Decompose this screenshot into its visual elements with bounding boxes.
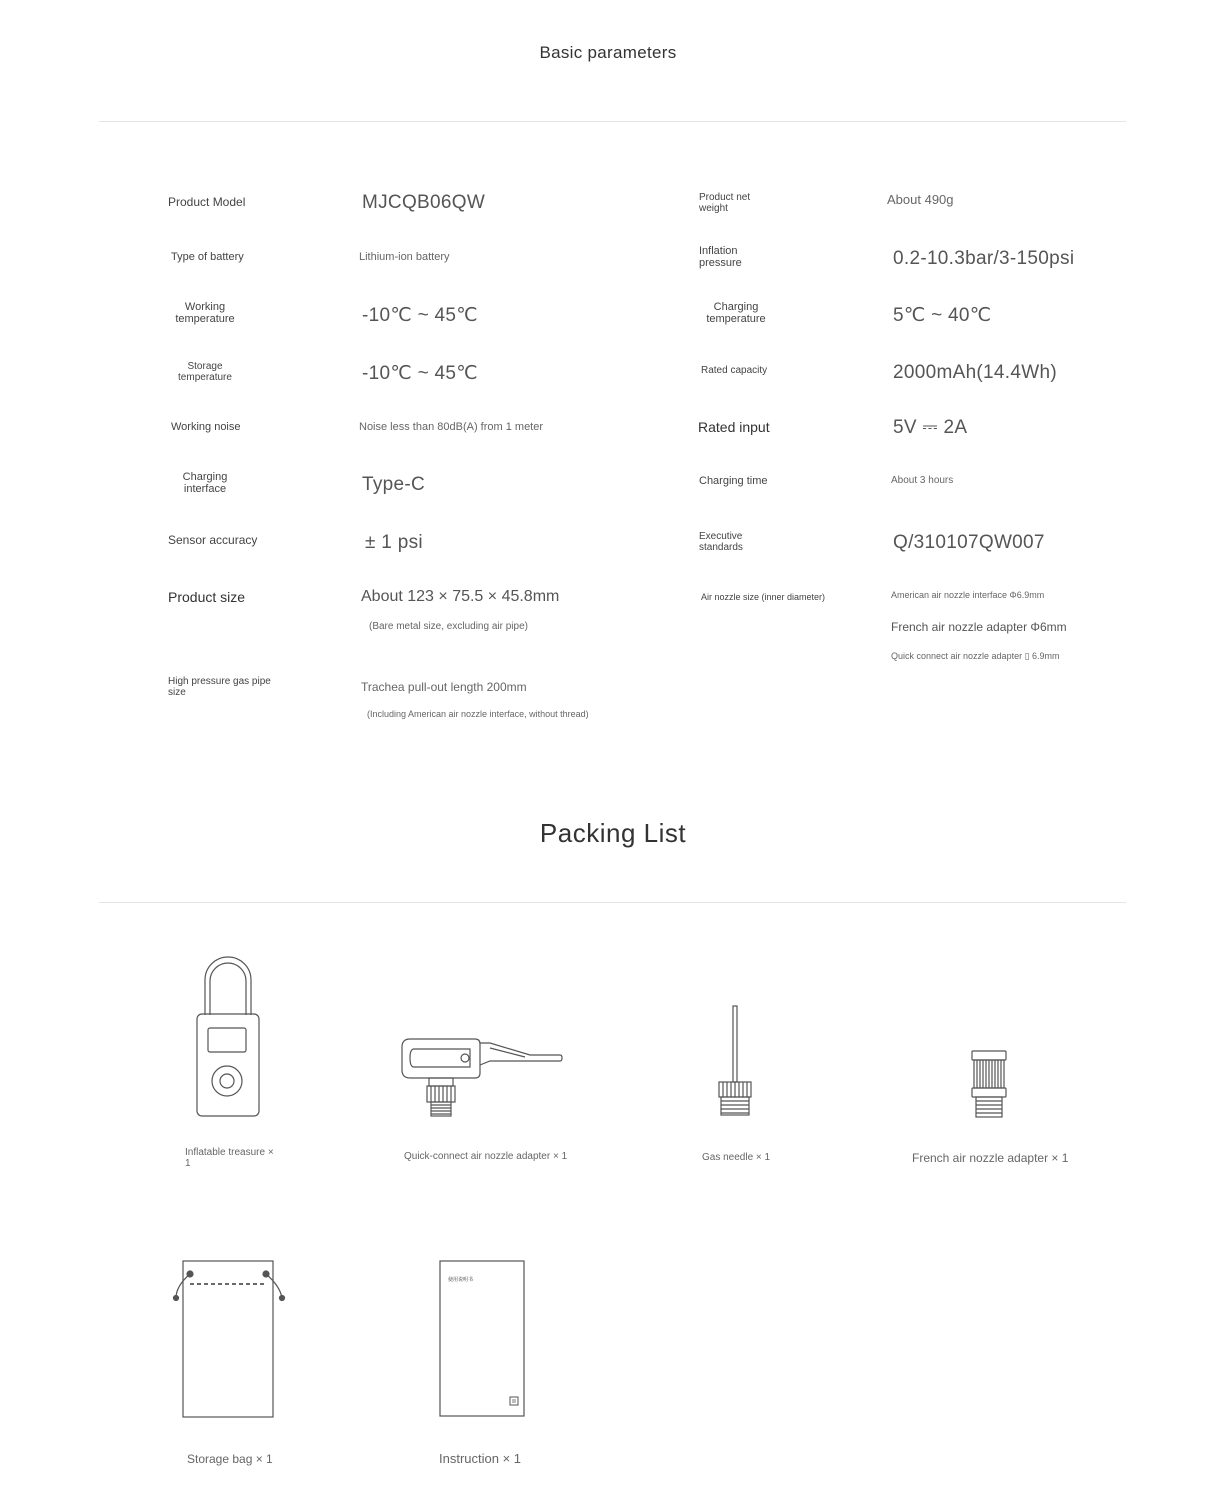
quick-connect-adapter-icon [400, 1035, 565, 1120]
manual-cover-text: 使用说明书 [448, 1277, 474, 1283]
param-value-working-noise: Noise less than 80dB(A) from 1 meter [359, 421, 544, 433]
param-label-sensor-accuracy: Sensor accuracy [168, 533, 258, 547]
param-value-charging-time: About 3 hours [891, 475, 954, 486]
param-label-inflation-pressure: Inflation pressure [699, 245, 742, 269]
param-value-product-model: MJCQB06QW [362, 192, 486, 213]
param-value-sensor-accuracy: ± 1 psi [365, 532, 423, 553]
packing-item-label: Quick-connect air nozzle adapter × 1 [404, 1151, 568, 1162]
param-label-executive-standards: Executive standards [699, 531, 743, 553]
param-value-working-temperature: -10℃ ~ 45℃ [362, 305, 478, 326]
param-label-charging-temperature: Charging temperature [706, 301, 766, 325]
param-label-charging-interface: Charging interface [182, 471, 228, 495]
param-value-product-size: About 123 × 75.5 × 45.8mm [361, 588, 560, 605]
param-label-product-model: Product Model [168, 195, 246, 209]
inflator-icon [190, 955, 270, 1120]
param-label-battery-type: Type of battery [171, 251, 244, 263]
param-value-air-nozzle-quick-connect: Quick connect air nozzle adapter ▯ 6.9mm [891, 651, 1060, 661]
divider [99, 902, 1126, 903]
param-value-gas-pipe-size: Trachea pull-out length 200mm [361, 680, 527, 694]
storage-bag-icon [168, 1258, 290, 1420]
param-value-inflation-pressure: 0.2-10.3bar/3-150psi [893, 248, 1075, 269]
french-adapter-icon [968, 1048, 1010, 1120]
param-value-rated-input: 5V ⎓ 2A [893, 417, 968, 438]
param-note-gas-pipe-size: (Including American air nozzle interface, without thread) [367, 709, 589, 719]
param-value-net-weight: About 490g [887, 192, 954, 207]
param-value-charging-interface: Type-C [362, 474, 426, 495]
param-label-rated-capacity: Rated capacity [701, 365, 768, 376]
param-label-product-size: Product size [168, 589, 246, 605]
param-label-working-noise: Working noise [171, 421, 241, 433]
param-label-storage-temperature: Storage temperature [178, 361, 232, 383]
packing-item-label: Gas needle × 1 [702, 1152, 771, 1163]
param-value-charging-temperature: 5℃ ~ 40℃ [893, 305, 992, 326]
param-value-air-nozzle-french: French air nozzle adapter Φ6mm [891, 620, 1067, 634]
param-value-battery-type: Lithium-ion battery [359, 251, 450, 263]
param-label-charging-time: Charging time [699, 475, 768, 487]
param-label-net-weight: Product net weight [699, 192, 751, 214]
param-label-gas-pipe-size: High pressure gas pipe size [168, 676, 271, 698]
param-note-product-size: (Bare metal size, excluding air pipe) [369, 621, 528, 632]
param-label-air-nozzle-size: Air nozzle size (inner diameter) [701, 592, 826, 602]
gas-needle-icon [715, 1003, 755, 1118]
param-value-air-nozzle-american: American air nozzle interface Φ6.9mm [891, 590, 1045, 600]
param-value-storage-temperature: -10℃ ~ 45℃ [362, 363, 478, 384]
section-title-basic-parameters: Basic parameters [539, 43, 677, 62]
packing-item-label: French air nozzle adapter × 1 [912, 1151, 1069, 1165]
packing-item-label: Instruction × 1 [439, 1451, 522, 1466]
packing-item-label: Inflatable treasure × 1 [185, 1147, 274, 1169]
param-value-rated-capacity: 2000mAh(14.4Wh) [893, 362, 1057, 383]
param-label-working-temperature: Working temperature [175, 301, 235, 325]
divider [99, 121, 1126, 122]
instruction-manual-icon [438, 1258, 528, 1420]
packing-item-label: Storage bag × 1 [187, 1452, 273, 1466]
param-label-rated-input: Rated input [698, 419, 770, 435]
section-title-packing-list: Packing List [539, 818, 687, 848]
param-value-executive-standards: Q/310107QW007 [893, 532, 1045, 553]
